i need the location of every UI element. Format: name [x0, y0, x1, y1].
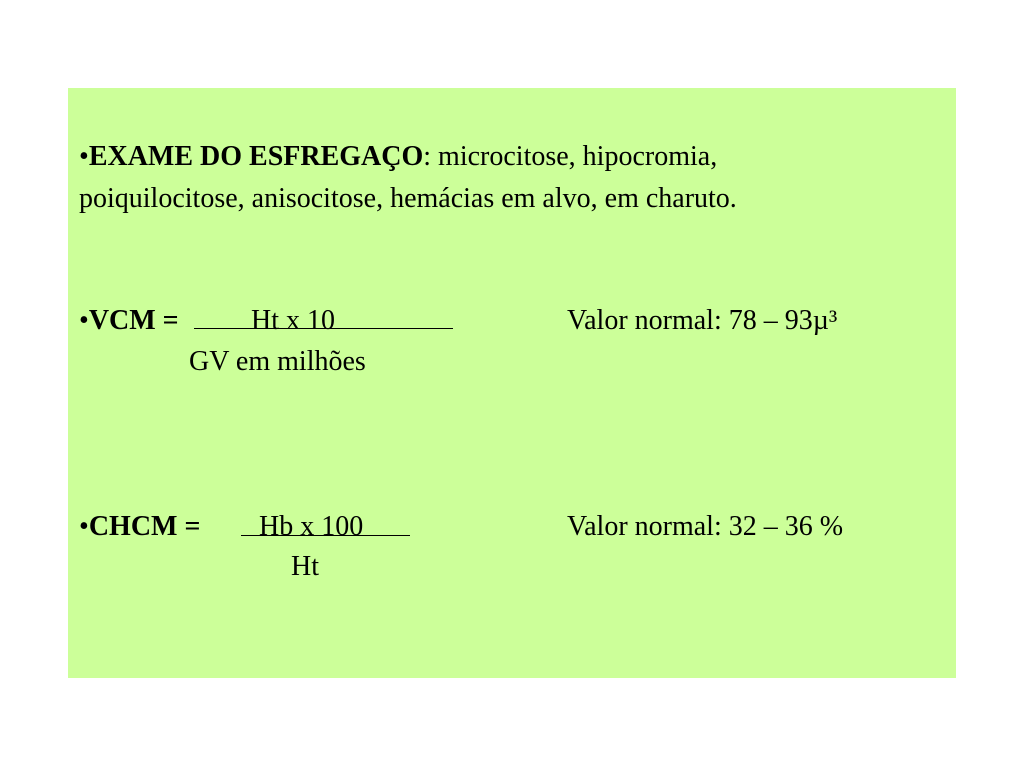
vcm-numerator: Ht x 10	[251, 305, 335, 336]
smear-bullet: •	[79, 141, 89, 172]
vcm-normal-value: Valor normal: 78 – 93µ³	[567, 305, 838, 336]
smear-line-1	[79, 141, 717, 173]
smear-text-line1: : microcitose, hipocromia,	[423, 141, 718, 172]
slide-panel	[68, 88, 956, 678]
chcm-bullet: •	[79, 511, 89, 542]
vcm-denominator: GV em milhões	[189, 346, 366, 377]
chcm-label: CHCM =	[88, 511, 201, 542]
chcm-label-line	[79, 511, 200, 543]
vcm-label-line	[79, 305, 179, 337]
vcm-label: VCM =	[88, 305, 179, 336]
vcm-fraction-bar	[194, 328, 453, 329]
smear-label: EXAME DO ESFREGAÇO	[88, 141, 424, 172]
vcm-bullet: •	[79, 305, 89, 336]
chcm-normal-value: Valor normal: 32 – 36 %	[567, 511, 844, 542]
chcm-numerator: Hb x 100	[259, 511, 364, 542]
chcm-denominator: Ht	[291, 551, 319, 582]
smear-text-line2: poiquilocitose, anisocitose, hemácias em alvo, em charuto.	[79, 183, 737, 214]
chcm-fraction-bar	[241, 535, 410, 536]
